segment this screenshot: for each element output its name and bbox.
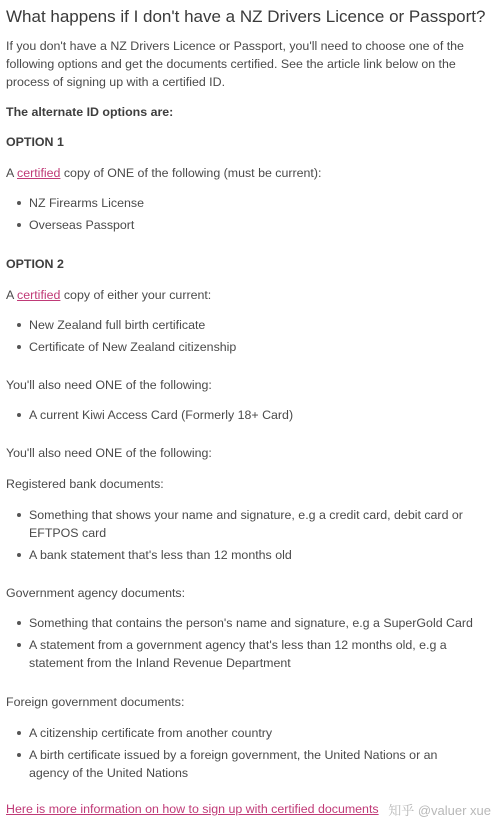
option2-line [6,288,211,302]
intro-paragraph: If you don't have a NZ Drivers Licence or Passport, you'll need to choose one of the following options and get the documents certified. See the article link below on the process of signing up with a certified ID. [6,39,464,89]
list-item-text: Something that shows your name and signature, e.g a credit card, debit card or EFTPOS card [29,508,463,540]
list-item [17,406,479,424]
list-item [17,636,479,672]
bullet-icon [17,753,21,757]
list-item [17,216,479,234]
list-item-text: A birth certificate issued by a foreign government, the United Nations or an agency of the United Nations [29,748,438,780]
bullet-icon [17,223,21,227]
list-item [17,614,479,632]
bullet-icon [17,323,21,327]
list-item [17,338,479,356]
option1-heading: OPTION 1 [6,135,64,149]
bullet-icon [17,731,21,735]
option1-line-prefix: A [6,166,18,180]
foreign-heading: Foreign government documents: [6,695,185,709]
list-item [17,194,479,212]
option2-line-suffix: copy of either your current: [60,288,212,302]
list-item-text: Something that contains the person's name and signature, e.g a SuperGold Card [29,616,473,630]
option1-line-suffix: copy of ONE of the following (must be current): [60,166,322,180]
list-item-text: A citizenship certificate from another country [29,726,273,740]
bullet-icon [17,621,21,625]
list-item-text: New Zealand full birth certificate [29,318,206,332]
bank-heading: Registered bank documents: [6,477,164,491]
watermark: 知乎 @valuer xue [388,803,491,818]
list-item [17,506,479,542]
list-item-text: A current Kiwi Access Card (Formerly 18+ Card) [29,408,294,422]
certified-link[interactable]: certified [17,166,61,180]
bullet-icon [17,345,21,349]
alternate-heading: The alternate ID options are: [6,105,174,119]
list-item [17,316,479,334]
list-item-text: Certificate of New Zealand citizenship [29,340,237,354]
gov-heading: Government agency documents: [6,586,186,600]
bullet-icon [17,553,21,557]
also-need-text: You'll also need ONE of the following: [6,446,212,460]
list-item [17,546,479,564]
page-title: What happens if I don't have a NZ Drivers Licence or Passport? [6,7,486,26]
bullet-icon [17,643,21,647]
list-item-text: A bank statement that's less than 12 months old [29,548,292,562]
list-item [17,746,479,782]
option1-line [6,166,321,180]
option2-heading: OPTION 2 [6,257,64,271]
bullet-icon [17,201,21,205]
option2-line-prefix: A [6,288,18,302]
list-item-text: NZ Firearms License [29,196,144,210]
bullet-icon [17,513,21,517]
list-item-text: A statement from a government agency that's less than 12 months old, e.g a statement from the Inland Revenue Department [29,638,447,670]
certified-link[interactable]: certified [17,288,61,302]
list-item-text: Overseas Passport [29,218,135,232]
bullet-icon [17,413,21,417]
also-need-text: You'll also need ONE of the following: [6,378,212,392]
more-info-link[interactable]: Here is more information on how to sign up with certified documents [6,802,379,816]
list-item [17,724,479,742]
